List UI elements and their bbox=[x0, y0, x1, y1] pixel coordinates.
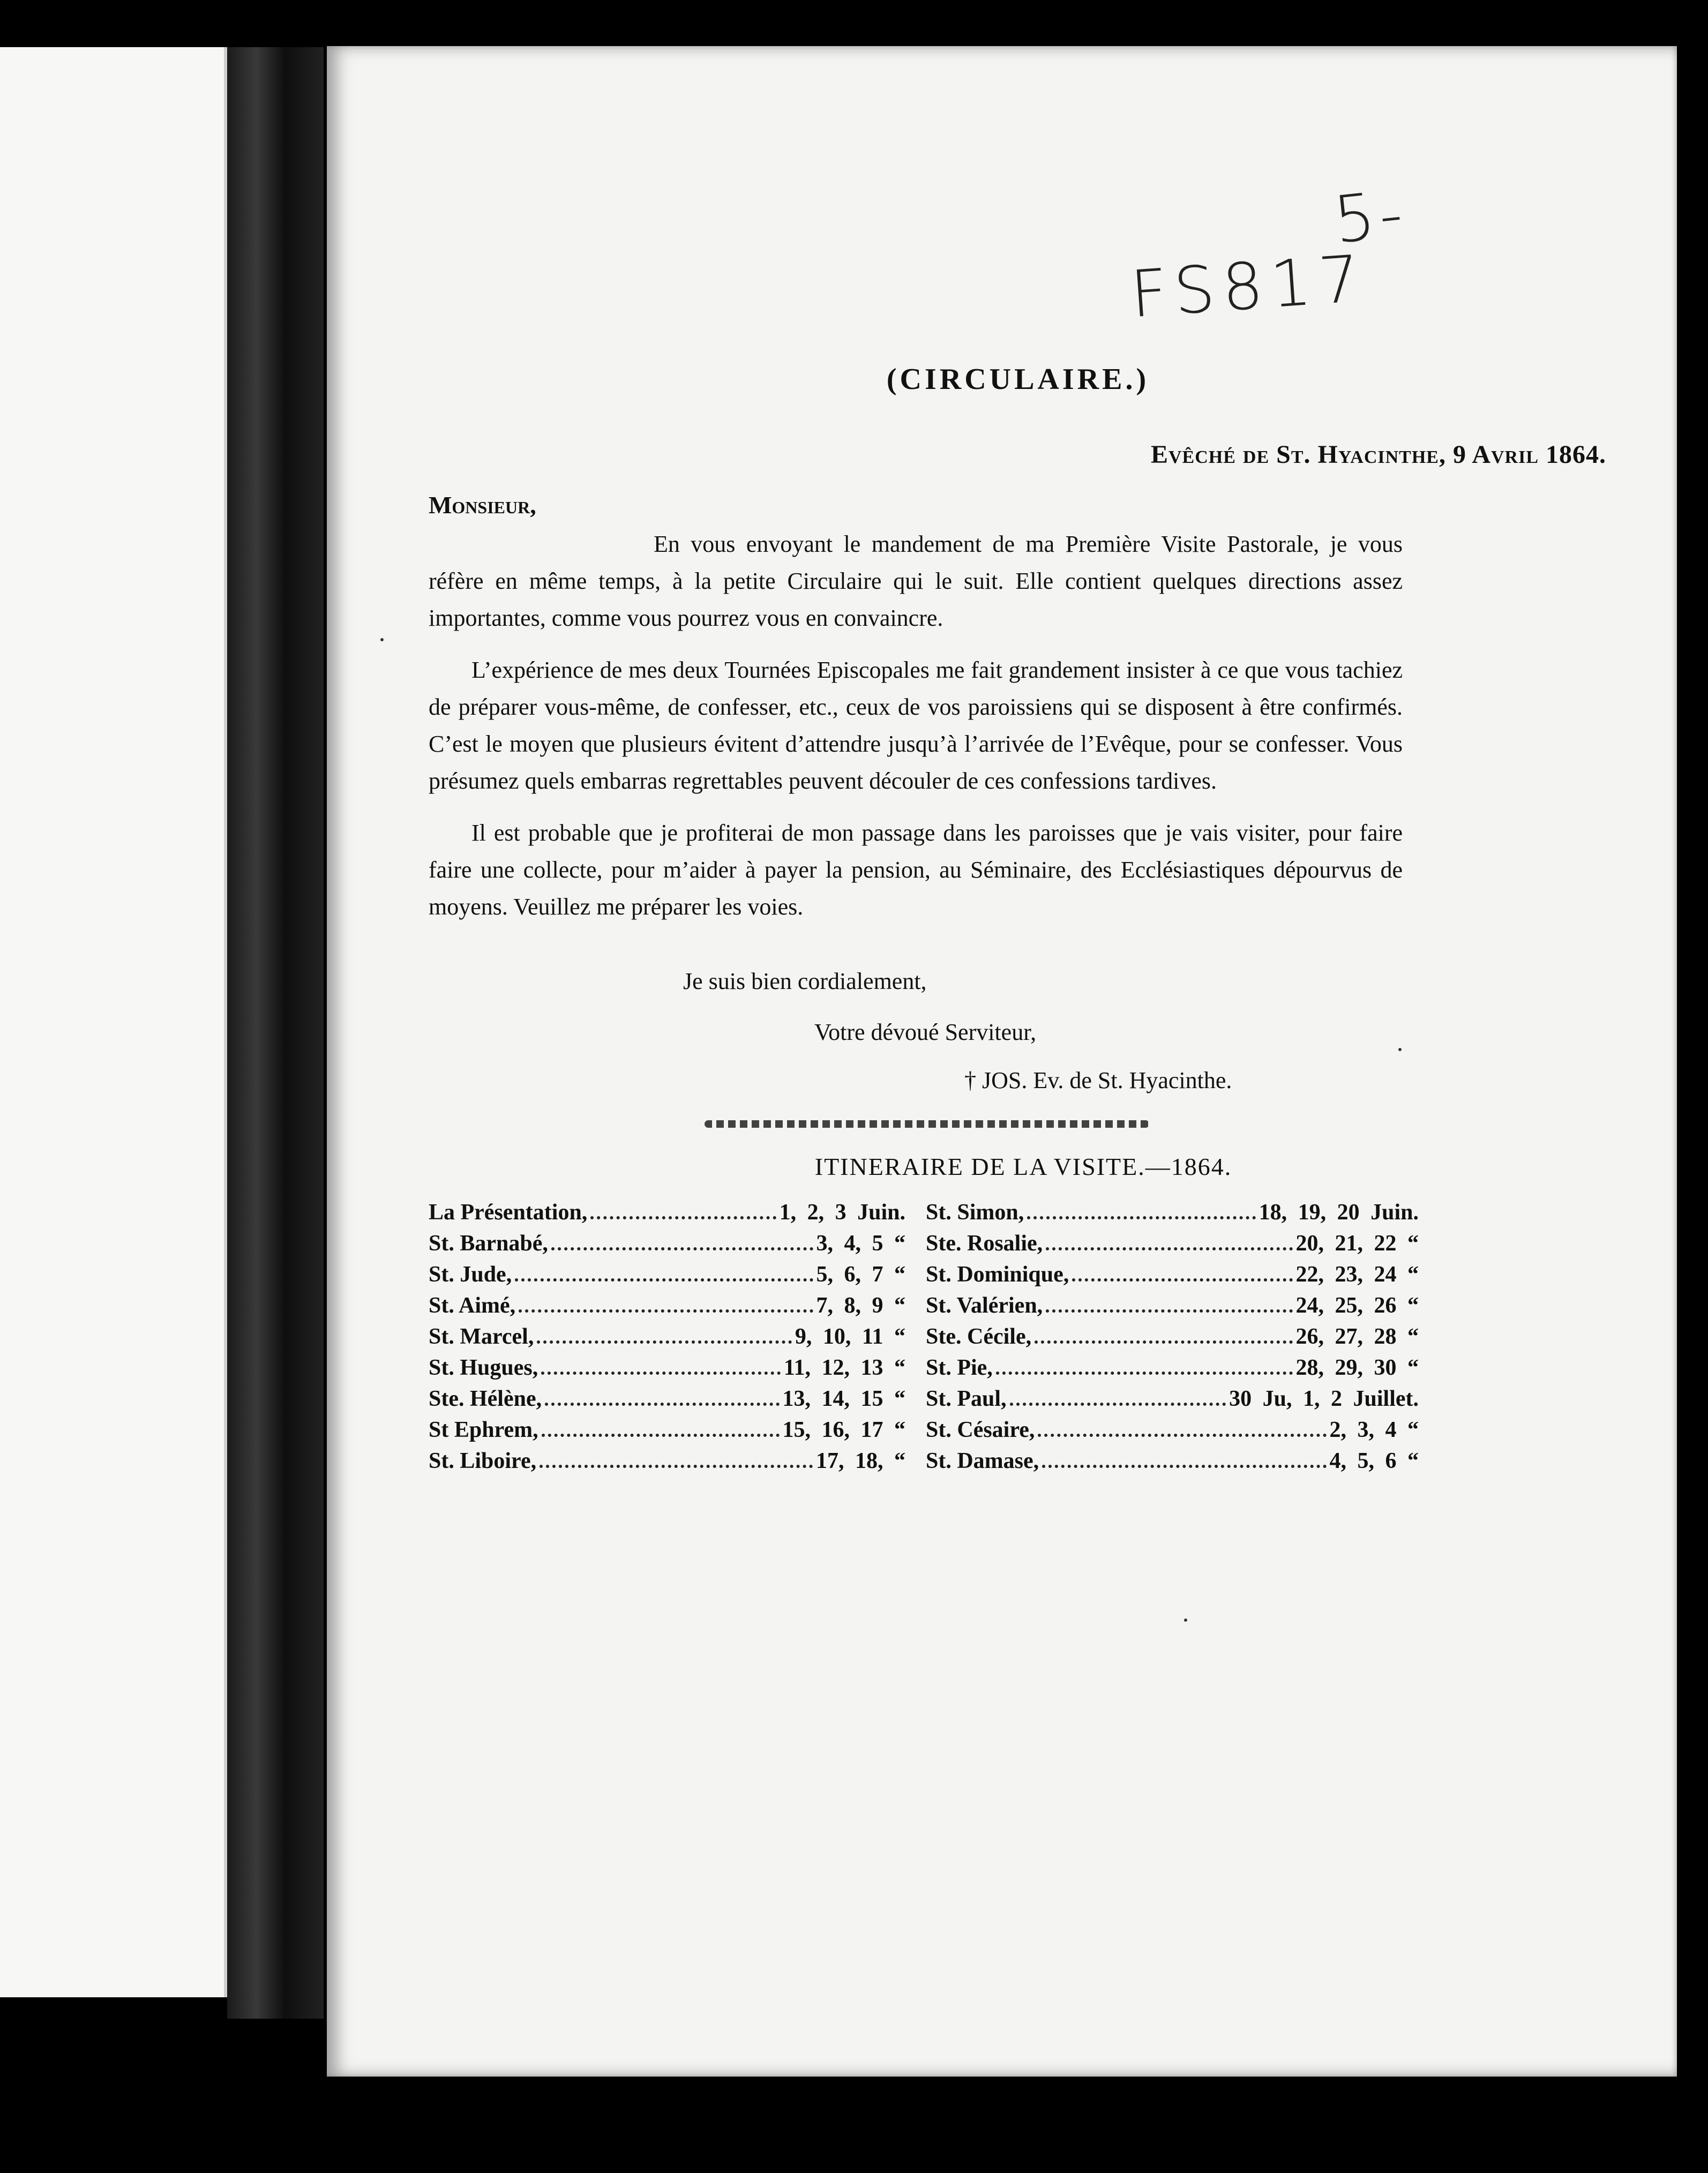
leader-dots bbox=[545, 1403, 779, 1406]
parish-name: St. Barnabé, bbox=[429, 1231, 548, 1256]
parish-name: St. Pie, bbox=[926, 1355, 993, 1380]
leader-dots bbox=[541, 1372, 781, 1375]
parish-name: St Ephrem, bbox=[429, 1418, 538, 1442]
leader-dots bbox=[1042, 1465, 1326, 1468]
visit-dates: 30 Ju, 1, 2 Juillet. bbox=[1229, 1387, 1419, 1411]
parish-name: St. Aimé, bbox=[429, 1293, 516, 1318]
leader-dots bbox=[996, 1372, 1293, 1375]
itinerary-row bbox=[429, 1321, 905, 1352]
itinerary-column-left bbox=[429, 1197, 905, 1477]
visit-dates: 9, 10, 11 “ bbox=[795, 1324, 905, 1349]
itinerary-row bbox=[429, 1445, 905, 1477]
parish-name: St. Valérien, bbox=[926, 1293, 1043, 1318]
itinerary-row bbox=[429, 1290, 905, 1321]
paragraph: L’expérience de mes deux Tournées Episcopales me fait grandement insister à ce que vous tachiez de préparer vous-même, de confesser, etc., ceux de vos paroissiens qui se disposent à être confirmés. C’est le moyen que plusieurs évitent d’attendre jusqu’à l’arrivée de l’Evêque, pour se confesser. Vous présumez quels embarras regrettables peuvent découler de ces confessions tardives. bbox=[429, 657, 1403, 794]
itinerary-row bbox=[429, 1383, 905, 1414]
leader-dots bbox=[540, 1465, 813, 1468]
visit-dates: 20, 21, 22 “ bbox=[1295, 1231, 1419, 1256]
handwritten-mark: 5- bbox=[1330, 176, 1411, 258]
facing-page bbox=[0, 47, 227, 1997]
itinerary-row bbox=[926, 1228, 1419, 1259]
visit-dates: 2, 3, 4 “ bbox=[1329, 1418, 1419, 1442]
visit-dates: 4, 5, 6 “ bbox=[1329, 1449, 1419, 1473]
itinerary-row bbox=[926, 1321, 1419, 1352]
leader-dots bbox=[1035, 1340, 1292, 1344]
visit-dates: 7, 8, 9 “ bbox=[816, 1293, 905, 1318]
leader-dots bbox=[1010, 1403, 1226, 1406]
visit-dates: 28, 29, 30 “ bbox=[1295, 1355, 1419, 1380]
leader-dots bbox=[1038, 1434, 1326, 1437]
paper-speck bbox=[1184, 1618, 1187, 1622]
paper-speck bbox=[1398, 1048, 1402, 1051]
visit-dates: 3, 4, 5 “ bbox=[816, 1231, 905, 1256]
itinerary-row bbox=[429, 1352, 905, 1383]
parish-name: St. Damase, bbox=[926, 1449, 1039, 1473]
parish-name: Ste. Rosalie, bbox=[926, 1231, 1043, 1256]
itinerary-row bbox=[926, 1290, 1419, 1321]
paragraph: Il est probable que je profiterai de mon passage dans les paroisses que je vais visiter, pour faire faire une collecte, pour m’aider à payer la pension, au Séminaire, des Ecclésiastiques dépourvus de moyens. Veuillez me préparer les voies. bbox=[429, 820, 1403, 920]
itinerary-row bbox=[926, 1197, 1419, 1228]
parish-name: St. Dominique, bbox=[926, 1262, 1069, 1287]
dateline: Evêché de St. Hyacinthe, 9 Avril 1864. bbox=[1150, 440, 1606, 469]
leader-dots bbox=[537, 1340, 791, 1344]
itinerary-row bbox=[926, 1445, 1419, 1477]
leader-dots bbox=[590, 1216, 776, 1219]
parish-name: La Présentation, bbox=[429, 1200, 588, 1225]
itinerary-row bbox=[429, 1197, 905, 1228]
visit-dates: 13, 14, 15 “ bbox=[782, 1387, 905, 1411]
itinerary-column-right bbox=[926, 1197, 1419, 1477]
parish-name: St. Liboire, bbox=[429, 1449, 537, 1473]
leader-dots bbox=[519, 1309, 813, 1313]
paper-speck bbox=[380, 638, 384, 641]
parish-name: Ste. Cécile, bbox=[926, 1324, 1032, 1349]
leader-dots bbox=[542, 1434, 780, 1437]
paragraph: En vous envoyant le mandement de ma Première Visite Pastorale, je vous réfère en même temps, à la petite Circulaire qui le suit. Elle contient quelques directions assez importantes, comme vous pourrez vous en convaincre. bbox=[429, 531, 1403, 631]
parish-name: St. Hugues, bbox=[429, 1355, 538, 1380]
handwritten-call-number: FS817 bbox=[1128, 241, 1370, 333]
itinerary-row bbox=[429, 1414, 905, 1445]
visit-dates: 18, 19, 20 Juin. bbox=[1258, 1200, 1419, 1225]
ornamental-divider bbox=[705, 1120, 1149, 1128]
visit-dates: 1, 2, 3 Juin. bbox=[779, 1200, 905, 1225]
visit-dates: 22, 23, 24 “ bbox=[1295, 1262, 1419, 1287]
letter-body bbox=[429, 526, 1403, 940]
leader-dots bbox=[1027, 1216, 1255, 1219]
visit-dates: 24, 25, 26 “ bbox=[1295, 1293, 1419, 1318]
parish-name: St. Simon, bbox=[926, 1200, 1024, 1225]
itinerary-row bbox=[926, 1414, 1419, 1445]
itinerary-row bbox=[926, 1259, 1419, 1290]
salutation: Monsieur, bbox=[429, 491, 536, 519]
parish-name: Ste. Hélène, bbox=[429, 1387, 542, 1411]
leader-dots bbox=[1046, 1247, 1292, 1250]
visit-dates: 17, 18, “ bbox=[816, 1449, 905, 1473]
document-title: (CIRCULAIRE.) bbox=[886, 363, 1150, 396]
itinerary-row bbox=[926, 1352, 1419, 1383]
itinerary-row bbox=[926, 1383, 1419, 1414]
itinerary-row bbox=[429, 1228, 905, 1259]
signature: † JOS. Ev. de St. Hyacinthe. bbox=[964, 1067, 1232, 1093]
visit-dates: 11, 12, 13 “ bbox=[783, 1355, 905, 1380]
leader-dots bbox=[1046, 1309, 1292, 1313]
visit-dates: 5, 6, 7 “ bbox=[816, 1262, 905, 1287]
itinerary-title: ITINERAIRE DE LA VISITE.—1864. bbox=[814, 1153, 1232, 1180]
parish-name: St. Marcel, bbox=[429, 1324, 534, 1349]
leader-dots bbox=[515, 1278, 813, 1282]
closing-line: Je suis bien cordialement, bbox=[683, 968, 927, 994]
closing-line: Votre dévoué Serviteur, bbox=[814, 1019, 1037, 1045]
leader-dots bbox=[1072, 1278, 1292, 1282]
document-page bbox=[327, 46, 1677, 2077]
parish-name: St. Paul, bbox=[926, 1387, 1007, 1411]
book-binding bbox=[227, 47, 324, 2019]
parish-name: St. Césaire, bbox=[926, 1418, 1035, 1442]
leader-dots bbox=[551, 1247, 813, 1250]
itinerary-row bbox=[429, 1259, 905, 1290]
visit-dates: 26, 27, 28 “ bbox=[1295, 1324, 1419, 1349]
visit-dates: 15, 16, 17 “ bbox=[782, 1418, 905, 1442]
parish-name: St. Jude, bbox=[429, 1262, 512, 1287]
